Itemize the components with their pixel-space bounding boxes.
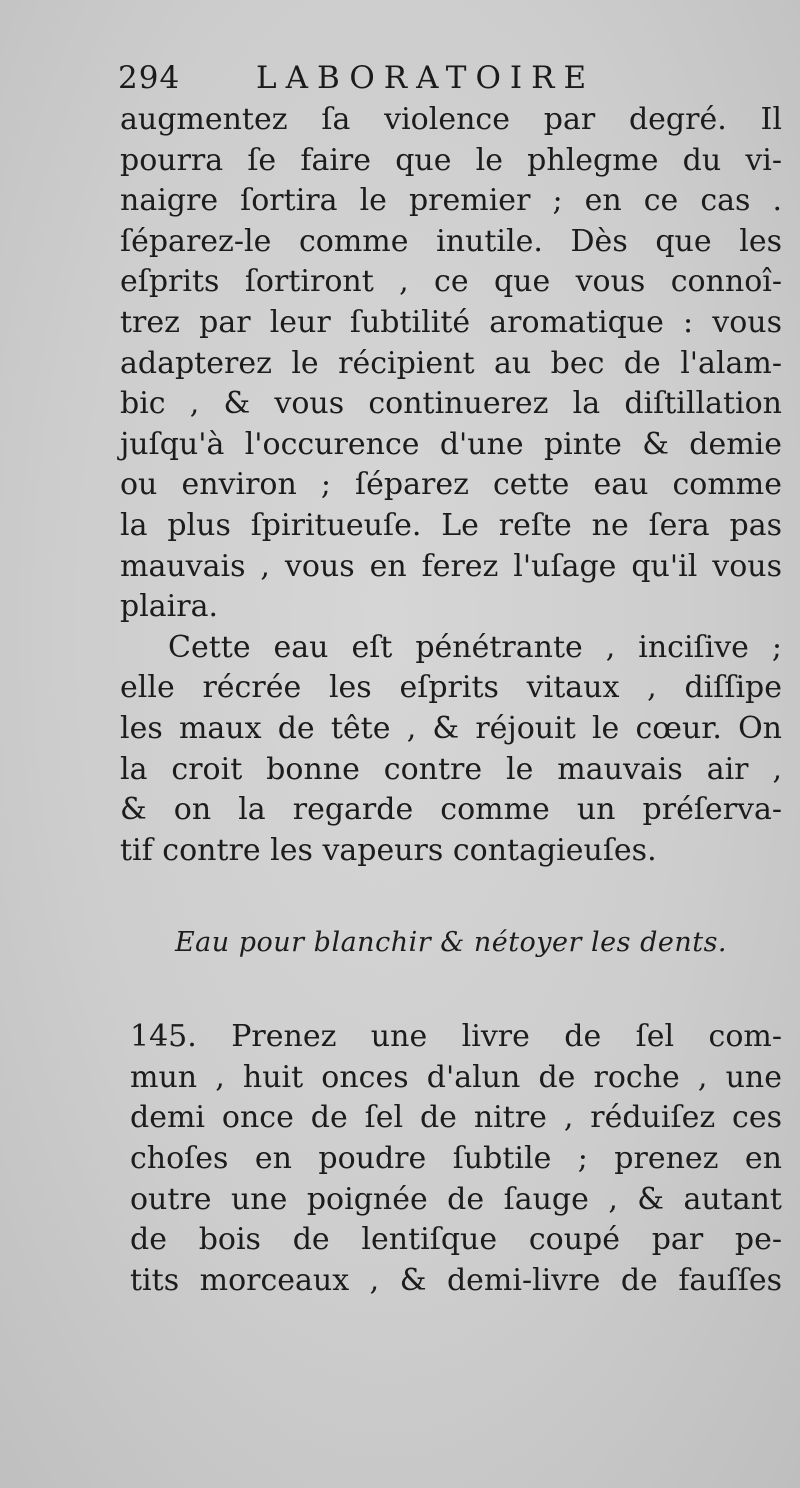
text-line: 145. Prenez une livre de ſel com-: [130, 1019, 782, 1055]
text-line: choſes en poudre ſubtile ; prenez en: [130, 1141, 782, 1177]
text-line: de bois de lentiſque coupé par pe-: [130, 1222, 782, 1258]
text-line: les maux de tête , & réjouit le cœur. On: [120, 710, 782, 746]
section-title: Eau pour blanchir & nétoyer les dents.: [174, 927, 728, 959]
text-line: bic , & vous continuerez la diſtillation: [120, 386, 782, 422]
text-line: outre une poignée de ſauge , & autant: [130, 1181, 782, 1217]
text-line: & on la regarde comme un préſerva-: [120, 792, 782, 828]
text-line: ou environ ; ſéparez cette eau comme: [120, 467, 782, 503]
running-title: LABORATOIRE: [256, 60, 596, 96]
text-line: la plus ſpiritueuſe. Le reſte ne ſera pas: [120, 507, 782, 543]
text-line: juſqu'à l'occurence d'une pinte & demie: [120, 426, 782, 462]
paragraph-1: [120, 100, 782, 628]
text-line: plaira.: [120, 589, 219, 625]
text-line: augmentez ſa violence par degré. Il: [120, 102, 782, 137]
text-line: eſprits ſortiront , ce que vous connoî-: [120, 264, 782, 300]
paragraph-3: [130, 1017, 782, 1301]
text-line: tits morceaux , & demi-livre de fauſſes: [130, 1262, 782, 1298]
paragraph-2: [120, 628, 782, 872]
text-line: adapterez le récipient au bec de l'alam-: [120, 345, 782, 381]
text-line: trez par leur ſubtilité aromatique : vous: [120, 304, 782, 340]
text-line: ſéparez-le comme inutile. Dès que les: [120, 223, 782, 259]
body-text: [120, 100, 782, 1301]
text-line: tif contre les vapeurs contagieuſes.: [120, 832, 657, 868]
text-line: naigre ſortira le premier ; en ce cas .: [120, 183, 782, 219]
text-line: mauvais , vous en ferez l'uſage qu'il vous: [120, 548, 782, 584]
text-line: la croit bonne contre le mauvais air ,: [120, 751, 782, 787]
page-header: [118, 56, 758, 104]
text-line: mun , huit onces d'alun de roche , une: [130, 1059, 782, 1095]
text-line: elle récrée les eſprits vitaux , diſſipe: [120, 670, 782, 706]
page-number: 294: [118, 60, 181, 96]
text-line: demi once de ſel de nitre , réduiſez ces: [130, 1100, 782, 1136]
text-line: pourra ſe faire que le phlegme du vi-: [120, 142, 782, 178]
text-line: Cette eau eſt pénétrante , inciſive ;: [168, 629, 782, 665]
